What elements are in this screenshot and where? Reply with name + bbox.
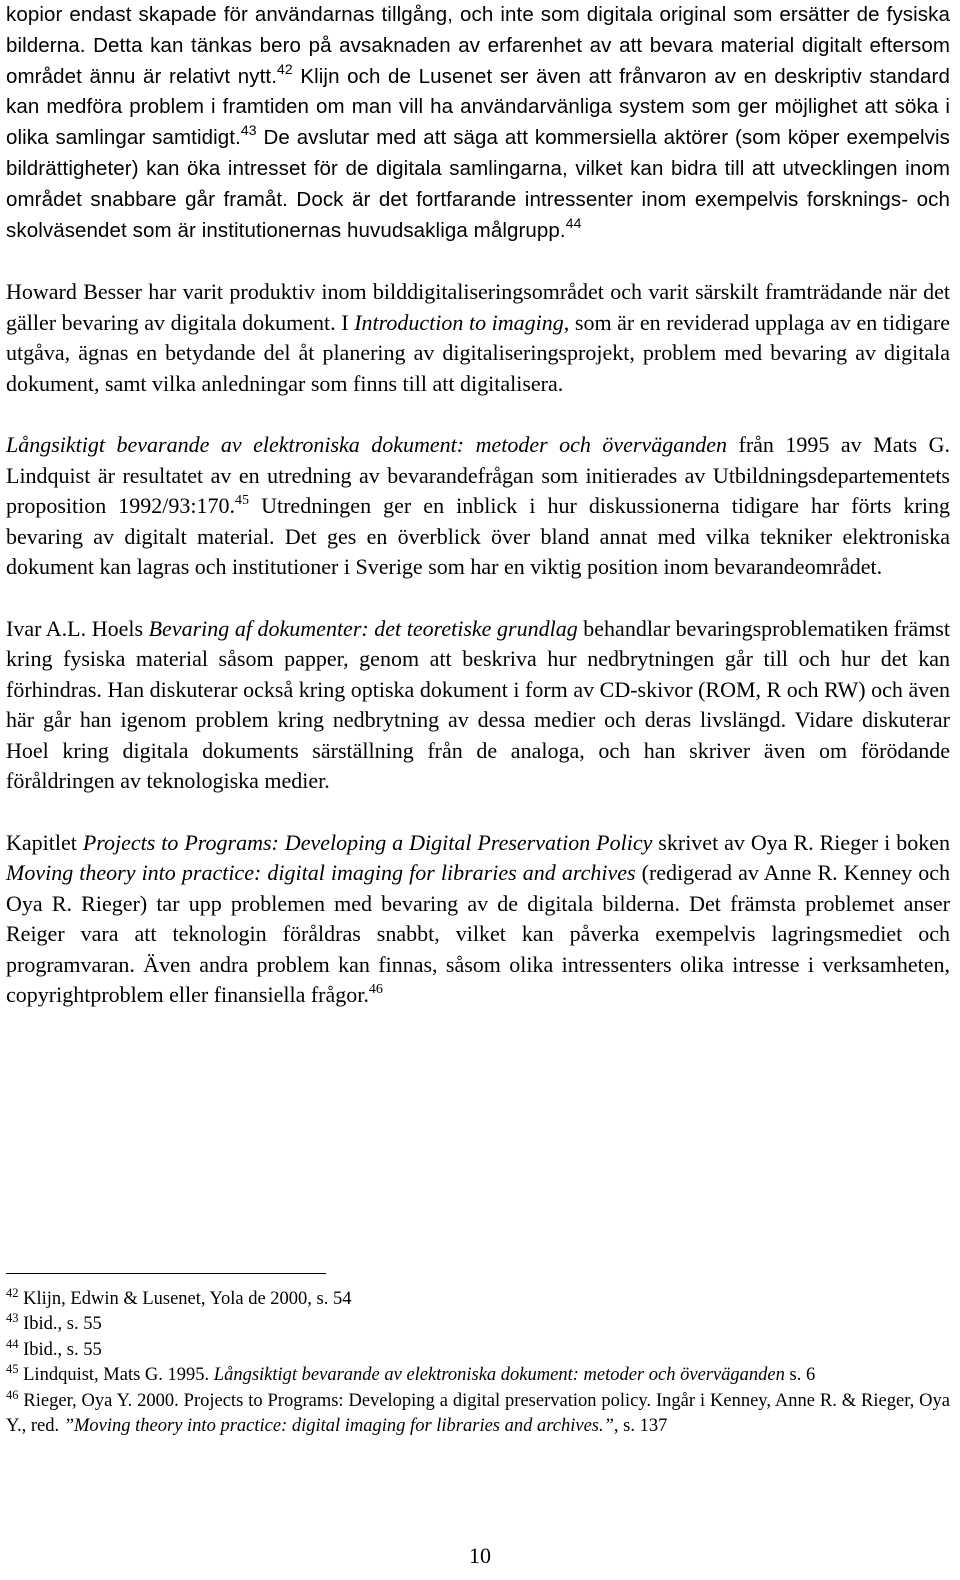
- footnote-text: Rieger, Oya Y. 2000. Projects to Programs: Developing a digital preservation policy. Ingår i Kenney, Anne R. & Rieger, Oya Y., red.: [6, 1390, 950, 1437]
- footnote-text: Ibid., s. 55: [18, 1339, 102, 1360]
- footnote-45: [6, 1363, 950, 1388]
- paragraph-text: , som är en reviderad upplaga av en tidigare utgåva, ägnas en betydande del åt planering av digitaliseringsprojekt, problem med bevaring av digitala dokument, samt vilka anledningar som finns till att digitalisera.: [6, 309, 950, 396]
- footnote-text: s. 6: [784, 1365, 816, 1386]
- footnote-number: 45: [6, 1362, 19, 1377]
- footnote-ref-42: 42: [277, 60, 293, 77]
- footnotes: [6, 1287, 950, 1439]
- paragraph-text: Howard Besser har varit produktiv inom bilddigitaliseringsområdet och varit särskilt framträdande när det gäller bevaring av digitala dokument. I: [6, 279, 950, 335]
- footnote-42: [6, 1287, 950, 1312]
- paragraph-text: behandlar bevaringsproblematiken främst kring fysiska material såsom papper, genom att beskriva hur nedbrytningen går till och hur det kan förhindras. Han diskuterar också kring optiska dokument i form av CD-skivor (ROM, R och RW) och även här går han igenom problem kring nedbrytning av dessa medier och deras livslängd. Vidare diskuterar Hoel kring digitala dokuments särställning från de analoga, och han skriver även om förödande föråldringen av teknologiska medier.: [6, 615, 950, 794]
- footnote-text: , s. 137: [613, 1416, 668, 1437]
- paragraph-text: från 1995 av Mats G. Lindquist är resultatet av en utredning av bevarandefrågan som initierades av Utbildningsdepartementets proposition 1992/93:170.: [6, 432, 950, 519]
- book-title: Bevaring af dokumenter: det teoretiske grundlag: [148, 615, 578, 641]
- paragraph-lindquist: [6, 430, 950, 583]
- paragraph-text: De avslutar med att säga att kommersiella aktörer (som köper exempelvis bildrättigheter) kan öka intresset för de digitala samlingarna, vilket kan bidra till att utvecklingen inom området snabbare går framåt. Dock är det fortfarande intressenter inom exempelvis forsknings- och skolväsendet som är institutionernas huvudsakliga målgrupp.: [6, 126, 950, 242]
- footnote-number: 46: [6, 1387, 19, 1402]
- book-title: Långsiktigt bevarande av elektroniska dokument: metoder och överväganden: [6, 432, 728, 458]
- paragraph-klijn-lusenet: [6, 0, 950, 246]
- footnote-number: 42: [6, 1286, 19, 1300]
- footnote-number: 44: [6, 1336, 19, 1351]
- footnote-text: Lindquist, Mats G. 1995.: [18, 1365, 214, 1386]
- footnote-ref-45: 45: [235, 493, 250, 509]
- footnote-ref-43: 43: [240, 122, 257, 139]
- paragraph-text: skrivet av Oya R. Rieger i boken: [652, 829, 950, 855]
- book-title: Moving theory into practice: digital imaging for libraries and archives: [6, 860, 636, 886]
- paragraph-text: Kapitlet: [6, 829, 83, 855]
- paragraph-text: (redigerad av Anne R. Kenney och Oya R. Rieger) tar upp problemen med bevaring av de digitala bilderna. Det främsta problemet anser Reiger vara att teknologin föråldras snabbt, vilket kan påverka exempelvis lagringsmediet och programvaran. Även andra problem kan finnas, såsom olika intressenters olika intresse i verksamheten, copyrightproblem eller finansiella frågor.: [6, 860, 950, 1008]
- footnote-title: Långsiktigt bevarande av elektroniska dokument: metoder och överväganden: [213, 1365, 785, 1386]
- footnote-separator: [6, 1273, 326, 1274]
- footnote-text: Klijn, Edwin & Lusenet, Yola de 2000, s. 54: [18, 1289, 352, 1309]
- footnote-44: [6, 1338, 950, 1363]
- paragraph-text: kopior endast skapade för användarnas tillgång, och inte som digitala original som ersätter de fysiska bilderna. Detta kan tänkas bero på avsaknaden av erfarenhet av att bevara material digitalt eftersom området ännu är relativt nytt.: [6, 3, 950, 88]
- footnote-43: [6, 1312, 950, 1337]
- footnote-ref-44: 44: [565, 214, 582, 231]
- paragraph-hoel: [6, 614, 950, 797]
- paragraph-text: Klijn och de Lusenet ser även att frånvaron av en deskriptiv standard kan medföra problem i framtiden om man vill ha användarvänliga system som ger möjlighet att söka i olika samlingar samtidigt.: [6, 64, 950, 150]
- document-body: [6, 0, 950, 1011]
- paragraph-rieger: [6, 828, 950, 1011]
- book-title: Introduction to imaging: [354, 309, 564, 335]
- footnote-ref-46: 46: [368, 982, 383, 998]
- paragraph-text: Utredningen ger en inblick i hur diskussionerna tidigare har förts kring bevaring av digitalt material. Det ges en överblick över bland annat med vilka tekniker elektroniska dokument kan lagras och institutioner i Sverige som har en viktig position inom bevarandeområdet.: [6, 493, 950, 580]
- chapter-title: Projects to Programs: Developing a Digital Preservation Policy: [82, 829, 653, 855]
- footnote-title: ”Moving theory into practice: digital imaging for libraries and archives.”: [63, 1416, 614, 1437]
- paragraph-text: Ivar A.L. Hoels: [6, 615, 149, 641]
- paragraph-besser: [6, 277, 950, 399]
- footnote-number: 43: [6, 1311, 19, 1326]
- footnote-46: [6, 1389, 950, 1440]
- footnote-text: Ibid., s. 55: [18, 1314, 102, 1335]
- page-number: 10: [469, 1543, 491, 1568]
